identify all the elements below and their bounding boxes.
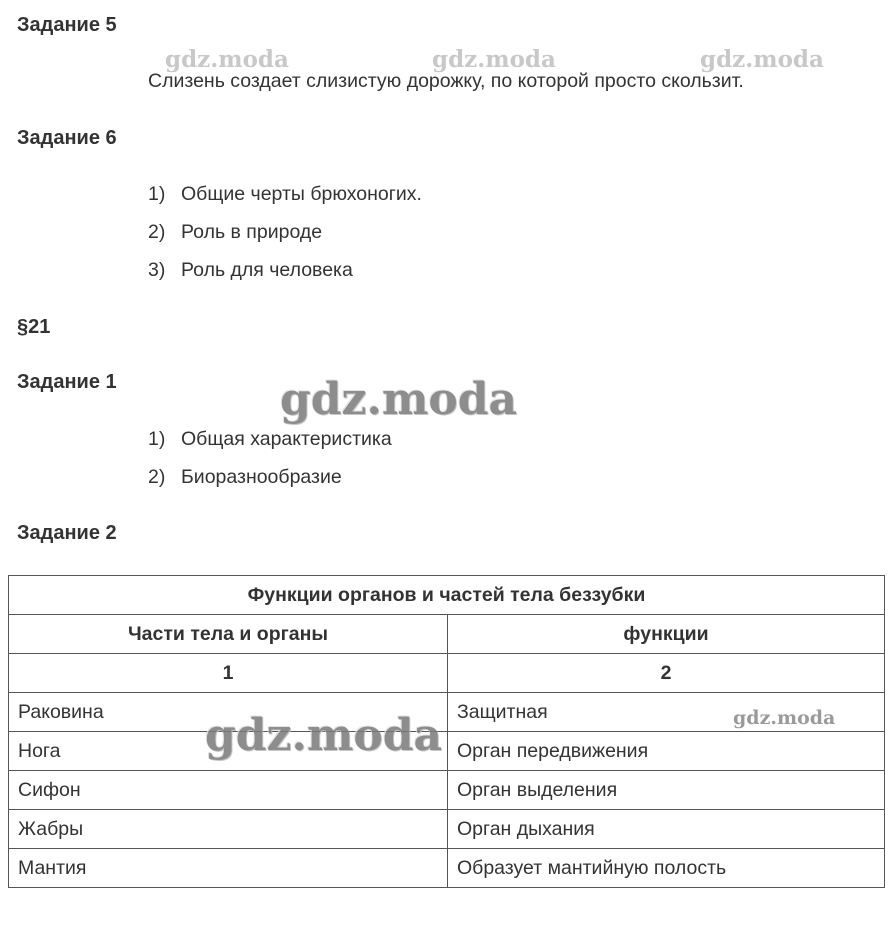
table-number-row xyxy=(9,654,885,693)
table-header-row xyxy=(9,615,885,654)
column-header: функции xyxy=(448,615,885,654)
table-row xyxy=(9,732,885,771)
column-header: Части тела и органы xyxy=(9,615,448,654)
functions-table xyxy=(8,575,885,888)
table-row xyxy=(9,693,885,732)
watermark: gdz.moda xyxy=(280,374,518,425)
task2-heading: Задание 2 xyxy=(17,522,117,544)
task5-answer: Слизень создает слизистую дорожку, по которой просто скользит. xyxy=(148,70,744,92)
list-item xyxy=(148,259,353,282)
column-number: 2 xyxy=(448,654,885,693)
table-row xyxy=(9,849,885,888)
list-item xyxy=(148,221,322,244)
table-cell: Образует мантийную полость xyxy=(448,849,885,888)
list-item xyxy=(148,466,342,489)
list-number: 2) xyxy=(148,221,166,243)
table-title: Функции органов и частей тела беззубки xyxy=(9,576,885,615)
task1-heading: Задание 1 xyxy=(17,371,117,393)
table-cell: Нога xyxy=(9,732,448,771)
list-number: 1) xyxy=(148,428,166,450)
list-text: Общие черты брюхоногих. xyxy=(181,183,422,205)
watermark: gdz.moda xyxy=(432,46,556,73)
watermark: gdz.moda xyxy=(165,46,289,73)
table-row xyxy=(9,771,885,810)
list-number: 2) xyxy=(148,466,166,488)
watermark: gdz.moda xyxy=(700,46,824,73)
table-cell: Защитная xyxy=(448,693,885,732)
table-cell: Мантия xyxy=(9,849,448,888)
list-number: 3) xyxy=(148,259,166,281)
table-cell: Орган дыхания xyxy=(448,810,885,849)
table-cell: Орган передвижения xyxy=(448,732,885,771)
table-cell: Сифон xyxy=(9,771,448,810)
task5-heading: Задание 5 xyxy=(17,14,117,36)
list-item xyxy=(148,183,422,206)
table-cell: Жабры xyxy=(9,810,448,849)
watermark: gdz.moda xyxy=(733,707,836,729)
task6-heading: Задание 6 xyxy=(17,127,117,149)
table-cell: Орган выделения xyxy=(448,771,885,810)
table-title-row xyxy=(9,576,885,615)
table-row xyxy=(9,810,885,849)
table-cell: Раковина xyxy=(9,693,448,732)
list-text: Биоразнообразие xyxy=(181,466,342,488)
watermark: gdz.moda xyxy=(205,710,443,761)
list-text: Общая характеристика xyxy=(181,428,392,450)
list-number: 1) xyxy=(148,183,166,205)
list-item xyxy=(148,428,392,451)
section-number: §21 xyxy=(17,316,51,338)
column-number: 1 xyxy=(9,654,448,693)
list-text: Роль в природе xyxy=(181,221,323,243)
list-text: Роль для человека xyxy=(181,259,353,281)
